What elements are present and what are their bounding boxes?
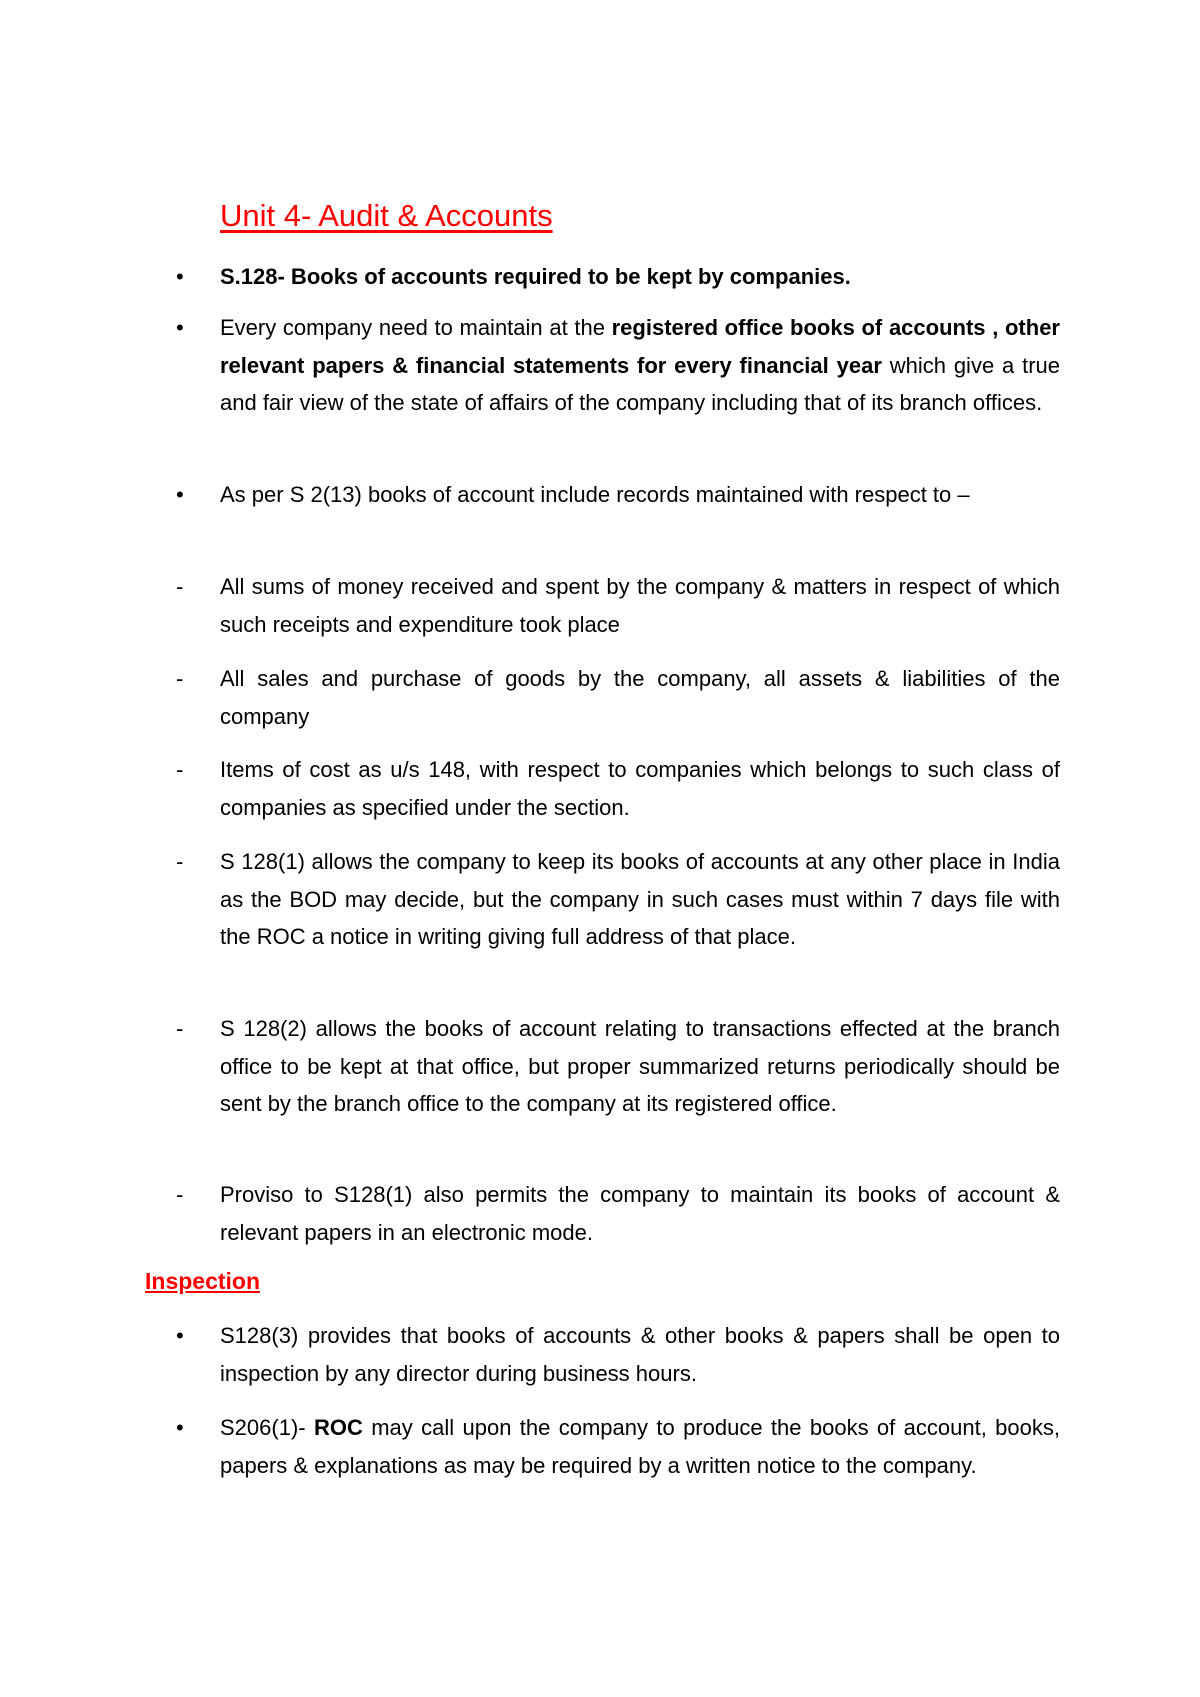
dash-marker: - (176, 574, 184, 599)
list-item-text (220, 258, 1060, 296)
bold-text: S.128- Books of accounts required to be kept by companies. (220, 264, 851, 289)
dash-marker: - (176, 849, 184, 874)
list-item-text (220, 568, 1060, 643)
bold-text: ROC (313, 1415, 363, 1440)
bullet-marker: • (176, 264, 184, 289)
text-span: S206(1)- (220, 1415, 314, 1440)
text-span: which give a true and fair view of the state of affairs of the company including that of its branch offices. (220, 352, 1061, 415)
list-item (176, 1176, 1060, 1251)
list-item (176, 476, 1060, 514)
dash-marker: - (176, 1182, 184, 1207)
bullet-marker: • (176, 482, 184, 507)
list-item (176, 751, 1060, 826)
dash-marker: - (176, 757, 184, 782)
bullet-marker: • (176, 315, 184, 340)
bullet-marker: • (176, 1415, 184, 1440)
list-item-text (220, 1176, 1060, 1251)
list-item (176, 309, 1060, 422)
list-item-text (220, 309, 1060, 422)
page-title: Unit 4- Audit & Accounts (220, 198, 553, 233)
text-span: Every company need to maintain at the (220, 315, 612, 340)
text-span: S 128(2) allows the books of account relating to transactions effected at the branch office to be kept at that office, but proper summarized returns periodically should be sent by the branch office to the company at its registered office. (220, 1016, 1060, 1116)
text-span: S 128(1) allows the company to keep its books of accounts at any other place in India as the BOD may decide, but the company in such cases must within 7 days file with the ROC a notice in writing giving full address of that place. (220, 849, 1060, 949)
text-span: may call upon the company to produce the books of account, books, papers & explanations as may be required by a written notice to the company. (220, 1415, 1060, 1478)
list-item-text (220, 660, 1060, 735)
list-item (176, 660, 1060, 735)
list-item-text (220, 476, 1060, 514)
text-span: All sales and purchase of goods by the company, all assets & liabilities of the company (220, 666, 1060, 729)
list-item-text (220, 751, 1060, 826)
list-item (176, 258, 1060, 296)
list-item (176, 1317, 1060, 1392)
list-item-text (220, 1317, 1060, 1392)
text-span: S128(3) provides that books of accounts & other books & papers shall be open to inspection by any director during business hours. (220, 1323, 1060, 1386)
list-item (176, 1409, 1060, 1484)
bullet-marker: • (176, 1323, 184, 1348)
text-span: All sums of money received and spent by the company & matters in respect of which such receipts and expenditure took place (220, 574, 1060, 637)
list-item (176, 843, 1060, 956)
dash-marker: - (176, 1016, 184, 1041)
list-item (176, 1010, 1060, 1123)
list-item-text (220, 1409, 1060, 1484)
list-item (176, 568, 1060, 643)
bold-text: registered office books of accounts , other relevant papers & financial statements for every financial year (220, 315, 1060, 378)
section-heading-inspection: Inspection (145, 1268, 261, 1294)
text-span: As per S 2(13) books of account include records maintained with respect to – (220, 482, 970, 507)
list-item-text (220, 1010, 1060, 1123)
text-span: Proviso to S128(1) also permits the company to maintain its books of account & relevant papers in an electronic mode. (220, 1182, 1060, 1245)
text-span: Items of cost as u/s 148, with respect to companies which belongs to such class of companies as specified under the section. (220, 757, 1060, 820)
dash-marker: - (176, 666, 184, 691)
list-item-text (220, 843, 1060, 956)
